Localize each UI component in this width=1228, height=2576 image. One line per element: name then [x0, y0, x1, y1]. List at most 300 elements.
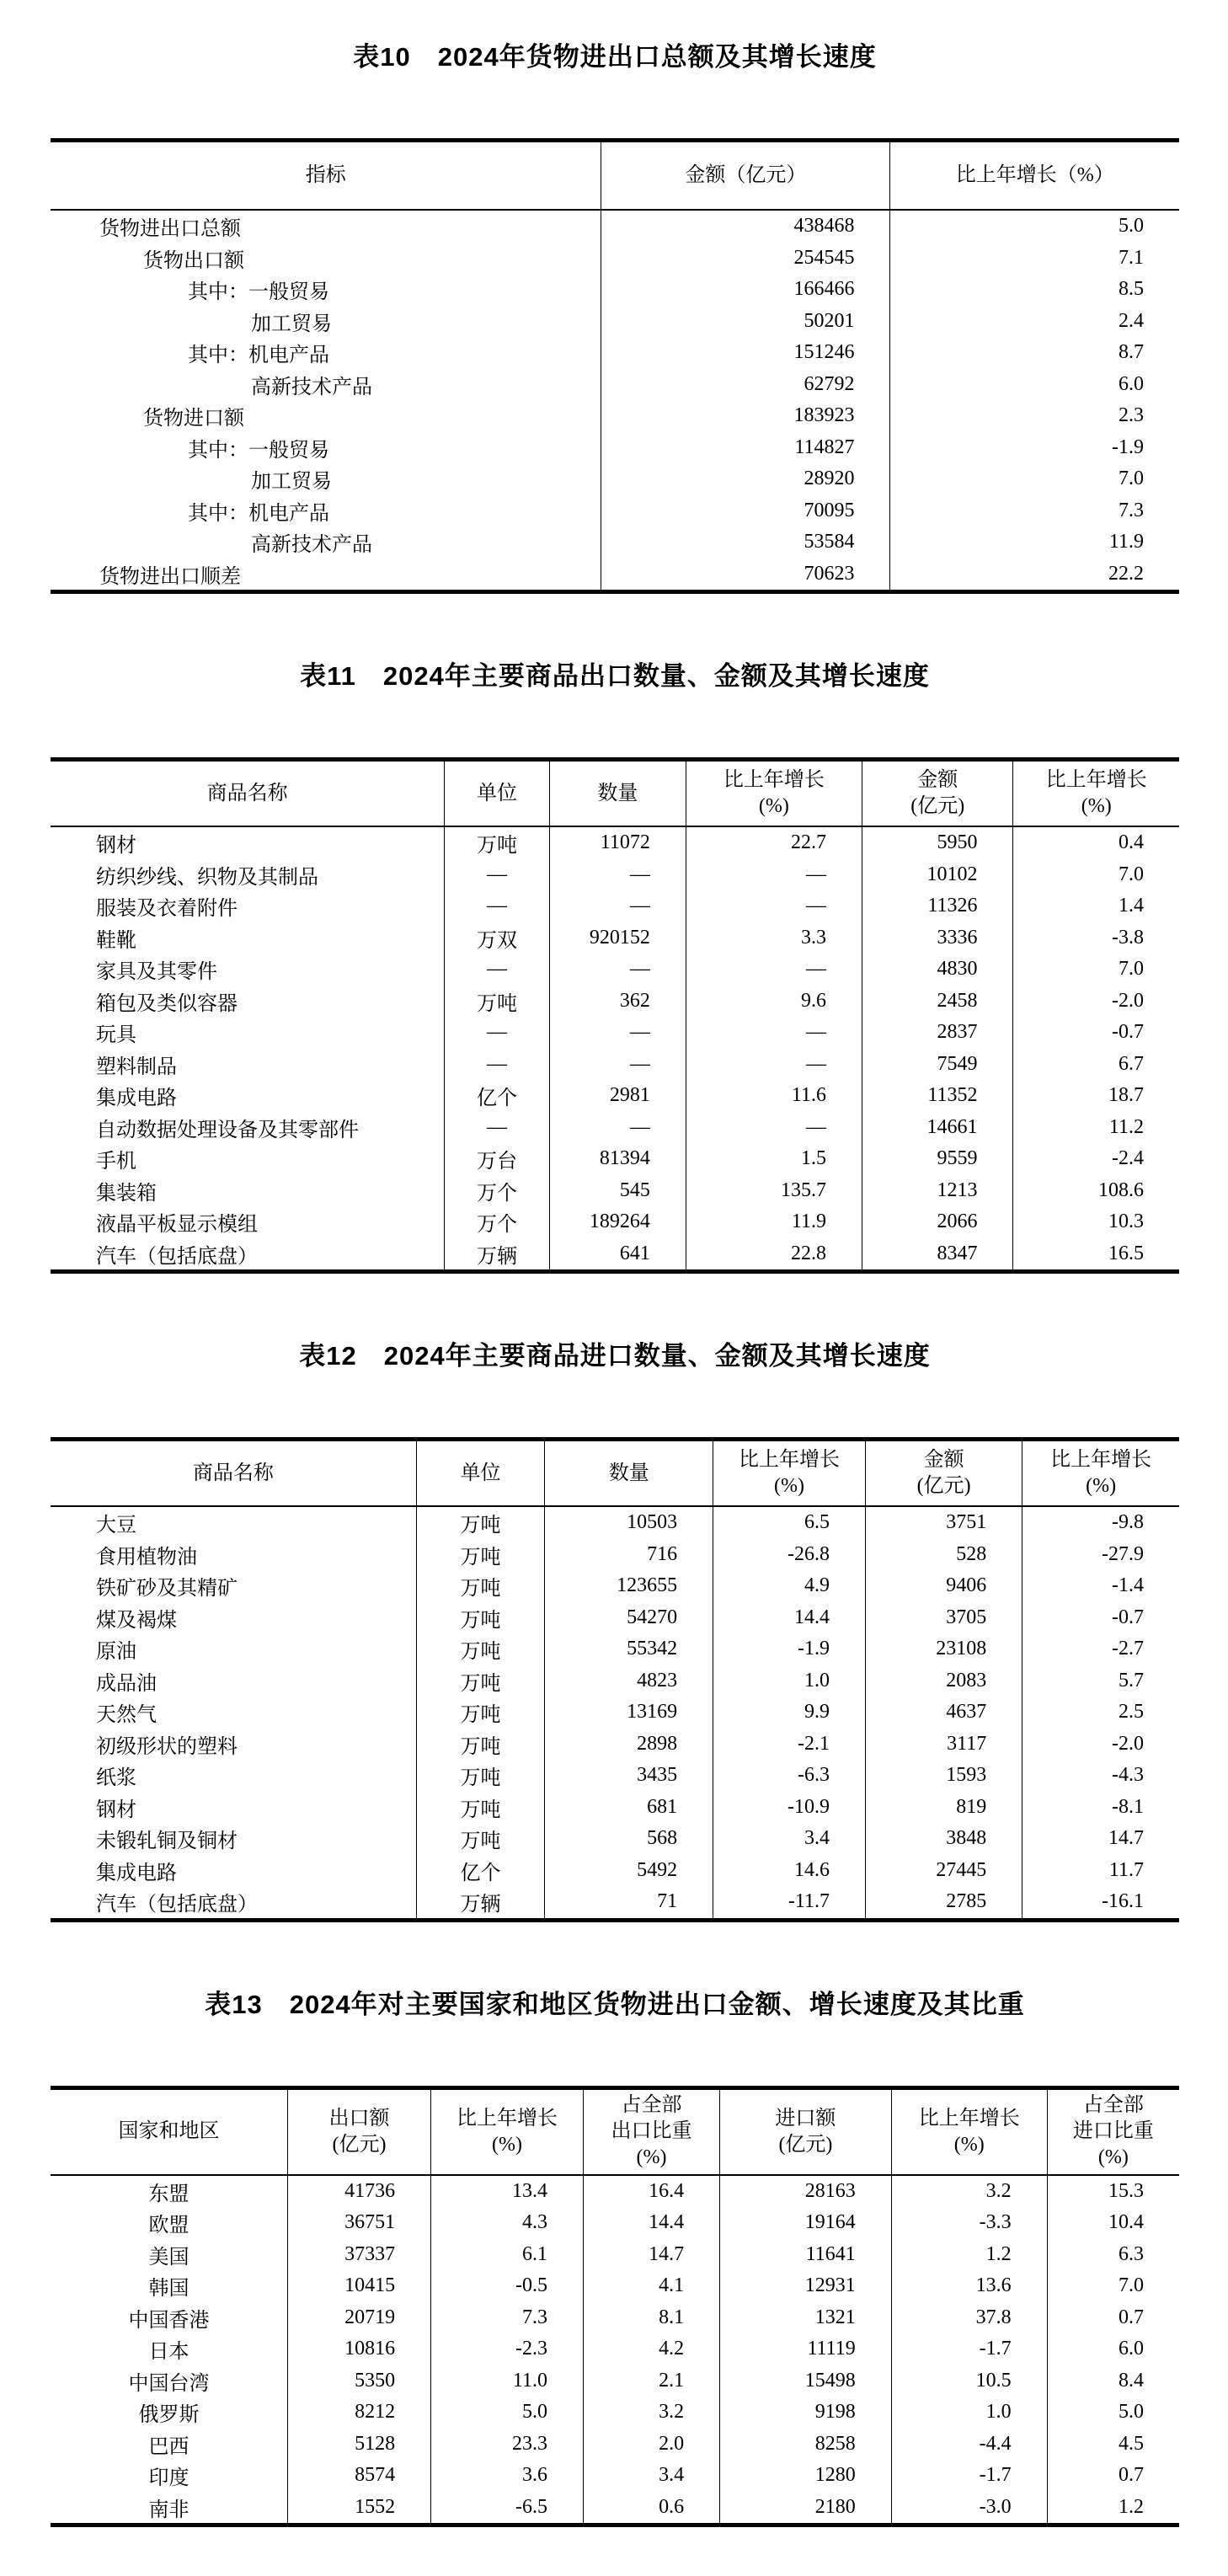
column-header [51, 2087, 287, 2175]
column-header [890, 141, 1179, 211]
cell-amount: 7549 [862, 1049, 1013, 1081]
cell-amount: 27445 [865, 1855, 1022, 1887]
cell-unit: — [445, 890, 550, 922]
cell-indicator: 货物进口额 [143, 408, 244, 430]
table-row [51, 1729, 1179, 1761]
cell-import-share: 7.0 [1047, 2270, 1179, 2302]
cell-import-share: 1.2 [1047, 2492, 1179, 2525]
table-trade-by-country [51, 2086, 1179, 2528]
cell-region: 美国 [148, 2246, 190, 2269]
cell-quantity: 10503 [545, 1506, 713, 1539]
cell-quantity: — [549, 1017, 686, 1049]
cell-quantity-growth: 6.5 [713, 1506, 866, 1539]
cell-unit: 万吨 [445, 826, 550, 859]
cell-quantity-growth: 11.6 [686, 1080, 862, 1112]
column-header [601, 141, 890, 211]
column-header-line: 占全部 [621, 2094, 682, 2116]
cell-export-growth: 3.6 [431, 2460, 584, 2492]
cell-import-amount: 11641 [720, 2239, 892, 2271]
table-row [51, 2333, 1179, 2365]
cell-export-amount: 10816 [287, 2333, 430, 2365]
cell-import-share: 10.4 [1047, 2207, 1179, 2239]
cell-quantity: 81394 [549, 1143, 686, 1175]
cell-quantity-growth: — [686, 890, 862, 922]
cell-amount-growth: 11.7 [1022, 1855, 1179, 1887]
cell-amount: 53584 [601, 526, 890, 558]
cell-commodity: 液晶平板显示模组 [96, 1214, 258, 1237]
cell-amount: 151246 [601, 337, 890, 369]
column-header-line: 进口额 [775, 2107, 836, 2130]
column-header-line: (%) [1081, 795, 1112, 817]
cell-import-share: 4.5 [1047, 2429, 1179, 2461]
cell-unit: 万吨 [416, 1697, 545, 1729]
cell-unit: 万吨 [416, 1570, 545, 1602]
cell-quantity-growth: 14.6 [713, 1855, 866, 1887]
cell-unit: 万吨 [416, 1792, 545, 1824]
cell-quantity-growth: 22.8 [686, 1238, 862, 1272]
cell-quantity-growth: 3.3 [686, 922, 862, 954]
cell-import-growth: -3.3 [891, 2207, 1047, 2239]
table-row [51, 1175, 1179, 1207]
cell-export-amount: 1552 [287, 2492, 430, 2525]
cell-import-growth: 13.6 [891, 2270, 1047, 2302]
table-row [51, 1143, 1179, 1175]
column-header-line: 商品名称 [206, 782, 288, 804]
cell-export-growth: 13.4 [431, 2175, 584, 2208]
cell-commodity: 成品油 [96, 1672, 157, 1695]
column-header-line: (亿元) [332, 2133, 387, 2156]
column-header [416, 1440, 545, 1507]
column-header-line: (%) [636, 2146, 667, 2168]
cell-amount: 50201 [601, 306, 890, 338]
cell-unit: 万吨 [416, 1506, 545, 1539]
column-header-line: 金额（亿元） [685, 164, 807, 186]
cell-export-growth: -2.3 [431, 2333, 584, 2365]
cell-quantity: 11072 [549, 826, 686, 859]
column-header-line: (%) [1086, 1475, 1117, 1497]
table-row [51, 826, 1179, 859]
column-header-line: 数量 [608, 1462, 649, 1484]
table-row [51, 243, 1179, 275]
cell-export-share: 2.0 [583, 2429, 719, 2461]
cell-quantity: 362 [549, 986, 686, 1018]
cell-amount: 2066 [862, 1206, 1013, 1238]
table-row [51, 859, 1179, 891]
cell-commodity: 钢材 [96, 835, 136, 858]
cell-export-growth: 7.3 [431, 2302, 584, 2334]
table-row [51, 1665, 1179, 1697]
cell-amount-growth: 2.5 [1022, 1697, 1179, 1729]
cell-export-amount: 20719 [287, 2302, 430, 2334]
cell-unit: 万吨 [416, 1633, 545, 1665]
cell-quantity: 641 [549, 1238, 686, 1272]
column-header-line: 金额 [923, 1449, 964, 1471]
cell-commodity: 集成电路 [96, 1862, 177, 1884]
cell-quantity-growth: 1.0 [713, 1665, 866, 1697]
cell-quantity: 2898 [545, 1729, 713, 1761]
cell-quantity: 4823 [545, 1665, 713, 1697]
table-row [51, 1760, 1179, 1792]
cell-import-amount: 11119 [720, 2333, 892, 2365]
column-header [431, 2087, 584, 2175]
cell-growth: 11.9 [890, 526, 1179, 558]
cell-commodity: 未锻轧铜及铜材 [96, 1830, 238, 1853]
table-row [51, 1792, 1179, 1824]
header-row [51, 141, 1179, 211]
column-header-line: (亿元) [910, 795, 965, 817]
cell-unit: 万个 [445, 1206, 550, 1238]
table-row [51, 1602, 1179, 1634]
table-row [51, 1206, 1179, 1238]
cell-unit: — [445, 1112, 550, 1144]
cell-amount: 9406 [865, 1570, 1022, 1602]
table-major-import-commodities [51, 1437, 1179, 1922]
table-row [51, 1080, 1179, 1112]
cell-amount: 3751 [865, 1506, 1022, 1539]
cell-commodity: 自动数据处理设备及其零部件 [96, 1119, 359, 1141]
cell-amount: 14661 [862, 1112, 1013, 1144]
section-table-12 [51, 1339, 1179, 1922]
cell-indicator: 其中：机电产品 [188, 502, 329, 525]
cell-commodity: 手机 [96, 1151, 136, 1173]
cell-commodity: 箱包及类似容器 [96, 992, 238, 1015]
cell-quantity-growth: 1.5 [686, 1143, 862, 1175]
cell-unit: — [445, 954, 550, 986]
table-row [51, 2270, 1179, 2302]
column-header-line: (%) [492, 2133, 523, 2156]
statistical-bulletin-page [0, 40, 1228, 2576]
cell-import-share: 6.0 [1047, 2333, 1179, 2365]
cell-amount: 10102 [862, 859, 1013, 891]
cell-quantity: — [549, 954, 686, 986]
cell-commodity: 天然气 [96, 1704, 157, 1727]
column-header [1022, 1440, 1179, 1507]
cell-export-amount: 10415 [287, 2270, 430, 2302]
cell-commodity: 集装箱 [96, 1182, 157, 1205]
cell-import-share: 0.7 [1047, 2460, 1179, 2492]
column-header-line: 单位 [476, 782, 517, 804]
cell-region: 印度 [148, 2467, 190, 2490]
column-header-line: 出口比重 [611, 2120, 692, 2142]
table-row [51, 2365, 1179, 2397]
cell-amount: 11352 [862, 1080, 1013, 1112]
cell-commodity: 煤及褐煤 [96, 1609, 177, 1632]
cell-export-share: 4.1 [583, 2270, 719, 2302]
cell-commodity: 铁矿砂及其精矿 [96, 1578, 238, 1601]
cell-import-growth: 10.5 [891, 2365, 1047, 2397]
table-row [51, 463, 1179, 495]
column-header-line: 指标 [305, 164, 346, 186]
cell-quantity: 5492 [545, 1855, 713, 1887]
cell-unit: 万辆 [445, 1238, 550, 1272]
cell-amount: 3117 [865, 1729, 1022, 1761]
table-row [51, 495, 1179, 527]
cell-indicator: 其中：一般贸易 [188, 439, 329, 462]
cell-quantity-growth: -11.7 [713, 1886, 866, 1920]
column-header [1047, 2087, 1179, 2175]
cell-amount-growth: 16.5 [1013, 1238, 1179, 1272]
cell-import-growth: 1.2 [891, 2239, 1047, 2271]
table-row [51, 1238, 1179, 1272]
cell-amount-growth: 6.7 [1013, 1049, 1179, 1081]
cell-amount: 3848 [865, 1823, 1022, 1855]
cell-import-amount: 28163 [720, 2175, 892, 2208]
table-13-title: 表13 2024年对主要国家和地区货物进出口金额、增长速度及其比重 [205, 1989, 1025, 2019]
cell-quantity: 189264 [549, 1206, 686, 1238]
cell-export-growth: 5.0 [431, 2397, 584, 2429]
cell-commodity: 鞋靴 [96, 929, 136, 952]
cell-amount: 1593 [865, 1760, 1022, 1792]
cell-amount: 11326 [862, 890, 1013, 922]
cell-commodity: 原油 [96, 1641, 136, 1664]
cell-growth: -1.9 [890, 432, 1179, 464]
cell-unit: 万吨 [416, 1823, 545, 1855]
cell-quantity: 54270 [545, 1602, 713, 1634]
cell-region: 中国香港 [128, 2309, 210, 2332]
section-table-10 [51, 40, 1179, 594]
cell-import-growth: -1.7 [891, 2460, 1047, 2492]
column-header-line: 比上年增长 [918, 2107, 1020, 2130]
cell-commodity: 食用植物油 [96, 1546, 197, 1569]
cell-export-share: 2.1 [583, 2365, 719, 2397]
cell-quantity: — [549, 890, 686, 922]
cell-region: 韩国 [148, 2278, 190, 2301]
cell-growth: 7.1 [890, 243, 1179, 275]
cell-quantity-growth: -10.9 [713, 1792, 866, 1824]
cell-amount: 9559 [862, 1143, 1013, 1175]
cell-amount-growth: -16.1 [1022, 1886, 1179, 1920]
cell-amount: 62792 [601, 369, 890, 401]
column-header-line: 进口比重 [1072, 2120, 1154, 2142]
cell-amount: 183923 [601, 400, 890, 432]
cell-export-share: 3.4 [583, 2460, 719, 2492]
cell-export-amount: 8212 [287, 2397, 430, 2429]
cell-amount: 5950 [862, 826, 1013, 859]
cell-import-growth: -4.4 [891, 2429, 1047, 2461]
column-header-line: 比上年增长 [739, 1449, 840, 1471]
table-row [51, 922, 1179, 954]
cell-import-share: 8.4 [1047, 2365, 1179, 2397]
cell-export-growth: 4.3 [431, 2207, 584, 2239]
column-header [720, 2087, 892, 2175]
cell-import-growth: 1.0 [891, 2397, 1047, 2429]
cell-amount-growth: -9.8 [1022, 1506, 1179, 1539]
column-header-line: 数量 [597, 782, 638, 804]
table-row [51, 954, 1179, 986]
cell-indicator: 高新技术产品 [251, 376, 372, 398]
cell-amount: 28920 [601, 463, 890, 495]
table-row [51, 2429, 1179, 2461]
cell-unit: 万台 [445, 1143, 550, 1175]
cell-region: 东盟 [148, 2183, 190, 2205]
cell-quantity-growth: 3.4 [713, 1823, 866, 1855]
column-header [891, 2087, 1047, 2175]
cell-unit: 万辆 [416, 1886, 545, 1920]
cell-amount-growth: -2.4 [1013, 1143, 1179, 1175]
cell-region: 欧盟 [148, 2215, 190, 2237]
table-12-title: 表12 2024年主要商品进口数量、金额及其增长速度 [299, 1341, 931, 1371]
cell-export-share: 0.6 [583, 2492, 719, 2525]
cell-quantity-growth: -6.3 [713, 1760, 866, 1792]
cell-quantity: — [549, 859, 686, 891]
table-row [51, 558, 1179, 592]
cell-indicator: 货物进出口顺差 [99, 565, 241, 588]
header-row [51, 1440, 1179, 1507]
cell-amount-growth: -2.0 [1022, 1729, 1179, 1761]
cell-export-growth: 11.0 [431, 2365, 584, 2397]
column-header [686, 760, 862, 827]
cell-import-share: 6.3 [1047, 2239, 1179, 2271]
header-row [51, 2087, 1179, 2175]
cell-quantity: 716 [545, 1539, 713, 1571]
cell-amount: 70095 [601, 495, 890, 527]
table-row [51, 1017, 1179, 1049]
table-row [51, 2492, 1179, 2525]
cell-export-growth: 6.1 [431, 2239, 584, 2271]
cell-commodity: 初级形状的塑料 [96, 1735, 238, 1758]
header-row [51, 760, 1179, 827]
cell-growth: 2.3 [890, 400, 1179, 432]
cell-commodity: 集成电路 [96, 1088, 177, 1110]
column-header [1013, 760, 1179, 827]
column-header [287, 2087, 430, 2175]
cell-quantity-growth: -2.1 [713, 1729, 866, 1761]
cell-quantity: 55342 [545, 1633, 713, 1665]
column-header-line: 比上年增长 [1050, 1449, 1152, 1471]
cell-export-share: 14.4 [583, 2207, 719, 2239]
cell-quantity-growth: 9.9 [713, 1697, 866, 1729]
cell-quantity: 3435 [545, 1760, 713, 1792]
cell-amount: 4637 [865, 1697, 1022, 1729]
table-row [51, 2460, 1179, 2492]
cell-amount: 23108 [865, 1633, 1022, 1665]
table-row [51, 890, 1179, 922]
table-row [51, 1823, 1179, 1855]
cell-quantity: 681 [545, 1792, 713, 1824]
table-row [51, 432, 1179, 464]
cell-amount: 3336 [862, 922, 1013, 954]
cell-amount-growth: 11.2 [1013, 1112, 1179, 1144]
table-row [51, 2239, 1179, 2271]
column-header [51, 141, 601, 211]
cell-export-share: 16.4 [583, 2175, 719, 2208]
cell-unit: 万吨 [416, 1760, 545, 1792]
cell-export-share: 3.2 [583, 2397, 719, 2429]
cell-export-share: 4.2 [583, 2333, 719, 2365]
cell-indicator: 加工贸易 [251, 471, 332, 494]
column-header-line: 金额 [917, 769, 958, 791]
cell-import-amount: 1280 [720, 2460, 892, 2492]
table-row [51, 337, 1179, 369]
column-header-line: (%) [1097, 2146, 1129, 2168]
cell-amount: 528 [865, 1539, 1022, 1571]
cell-amount: 2785 [865, 1886, 1022, 1920]
cell-amount-growth: 108.6 [1013, 1175, 1179, 1207]
cell-commodity: 大豆 [96, 1515, 136, 1537]
cell-amount: 2083 [865, 1665, 1022, 1697]
cell-quantity-growth: — [686, 1049, 862, 1081]
table-row [51, 526, 1179, 558]
cell-export-amount: 5350 [287, 2365, 430, 2397]
column-header-line: (亿元) [778, 2133, 833, 2156]
column-header [549, 760, 686, 827]
cell-growth: 22.2 [890, 558, 1179, 592]
cell-amount: 438468 [601, 210, 890, 243]
table-row [51, 1506, 1179, 1539]
section-table-11 [51, 660, 1179, 1274]
cell-indicator: 加工贸易 [251, 313, 332, 335]
cell-unit: 亿个 [416, 1855, 545, 1887]
cell-unit: — [445, 1049, 550, 1081]
column-header-line: 出口额 [328, 2107, 390, 2130]
cell-indicator: 货物进出口总额 [99, 218, 241, 241]
cell-amount-growth: -27.9 [1022, 1539, 1179, 1571]
cell-commodity: 玩具 [96, 1024, 136, 1047]
cell-quantity-growth: 11.9 [686, 1206, 862, 1238]
cell-quantity: — [549, 1112, 686, 1144]
cell-unit: 万吨 [416, 1602, 545, 1634]
column-header [545, 1440, 713, 1507]
cell-quantity-growth: — [686, 1112, 862, 1144]
cell-import-amount: 2180 [720, 2492, 892, 2525]
cell-amount-growth: 7.0 [1013, 954, 1179, 986]
table-10-title: 表10 2024年货物进出口总额及其增长速度 [353, 42, 877, 72]
cell-import-share: 15.3 [1047, 2175, 1179, 2208]
table-row [51, 369, 1179, 401]
cell-quantity-growth: 14.4 [713, 1602, 866, 1634]
table-row [51, 1539, 1179, 1571]
column-header-line: (%) [758, 795, 789, 817]
column-header-line: (亿元) [916, 1475, 971, 1497]
cell-quantity: 920152 [549, 922, 686, 954]
cell-commodity: 塑料制品 [96, 1056, 177, 1078]
column-header [583, 2087, 719, 2175]
cell-import-amount: 9198 [720, 2397, 892, 2429]
cell-region: 南非 [148, 2499, 190, 2521]
cell-import-share: 5.0 [1047, 2397, 1179, 2429]
cell-commodity: 纸浆 [96, 1767, 136, 1790]
cell-export-growth: 23.3 [431, 2429, 584, 2461]
cell-import-growth: -3.0 [891, 2492, 1047, 2525]
cell-commodity: 汽车（包括底盘） [96, 1894, 258, 1916]
cell-amount: 70623 [601, 558, 890, 592]
cell-export-share: 14.7 [583, 2239, 719, 2271]
cell-quantity-growth: 9.6 [686, 986, 862, 1018]
cell-quantity: 2981 [549, 1080, 686, 1112]
cell-unit: 万双 [445, 922, 550, 954]
cell-indicator: 其中：机电产品 [188, 345, 329, 367]
table-row [51, 400, 1179, 432]
cell-unit: — [445, 1017, 550, 1049]
cell-unit: 万吨 [445, 986, 550, 1018]
cell-amount-growth: -0.7 [1022, 1602, 1179, 1634]
column-header [865, 1440, 1022, 1507]
cell-amount: 2837 [862, 1017, 1013, 1049]
cell-quantity: 568 [545, 1823, 713, 1855]
table-row [51, 1855, 1179, 1887]
table-row [51, 210, 1179, 243]
cell-quantity: — [549, 1049, 686, 1081]
cell-quantity-growth: — [686, 859, 862, 891]
cell-quantity-growth: 135.7 [686, 1175, 862, 1207]
cell-commodity: 纺织纱线、织物及其制品 [96, 866, 318, 889]
column-header-line: 商品名称 [192, 1462, 274, 1484]
cell-amount: 1213 [862, 1175, 1013, 1207]
table-row [51, 986, 1179, 1018]
cell-region: 俄罗斯 [138, 2404, 200, 2427]
cell-quantity-growth: 22.7 [686, 826, 862, 859]
section-table-13 [51, 1988, 1179, 2528]
